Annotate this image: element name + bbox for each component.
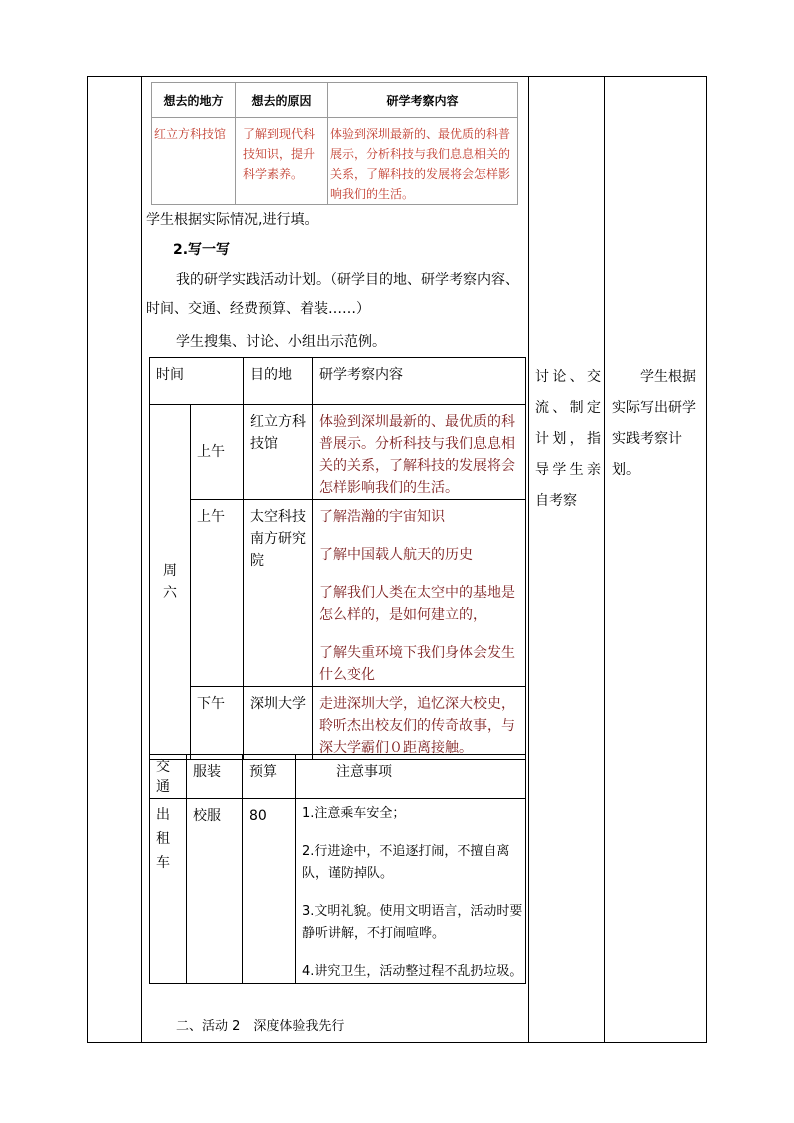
teacher-activity-text: 讨论、交流、制定计划，指导学生亲自考察 <box>535 369 601 509</box>
row2-item: 了解中国载人航天的历史 <box>319 547 473 563</box>
note-item: 4.讲究卫生，活动整过程不乱扔垃圾。 <box>302 964 523 979</box>
notes-list <box>296 799 526 984</box>
cell-content: 体验到深圳最新的、最优质的科普展示，分析科技与我们息息相关的关系，了解科技的发展将会怎样影响我们的生活。 <box>328 118 518 205</box>
frame-col3-line <box>604 76 605 1043</box>
note-item: 1.注意乘车安全； <box>302 806 406 821</box>
collect-line: 学生搜集、讨论、小组出示范例。 <box>176 334 386 350</box>
schedule-day <box>150 405 191 760</box>
fill-instruction: 学生根据实际情况,进行填。 <box>146 212 319 228</box>
row3-content <box>313 687 526 760</box>
schedule-table <box>149 357 526 760</box>
frame-top-line <box>87 76 707 77</box>
transport-table <box>149 754 526 984</box>
row3-dest: 深圳大学 <box>244 687 313 760</box>
student-activity-text: 学生根据实际写出研学实践考察计划。 <box>612 369 696 478</box>
plan-intro-line1: 我的研学实践活动计划。（研学目的地、研学考察内容、 <box>176 272 519 288</box>
note-item: 3.文明礼貌。使用文明语言，活动时要静听讲解，不打闹喧哗。 <box>302 904 523 941</box>
row1-dest: 红立方科技馆 <box>244 405 313 500</box>
section2-title: 2.写一写 <box>173 242 231 258</box>
transport-value <box>150 799 187 984</box>
budget-header: 预算 <box>243 755 296 799</box>
row1-content <box>313 405 526 500</box>
activity2-title: 二、活动 2 深度体验我先行 <box>176 1019 345 1034</box>
row1-period: 上午 <box>191 405 244 500</box>
note-item: 2.行进途中，不追逐打闹，不擅自离队，谨防掉队。 <box>302 844 510 881</box>
row2-period: 上午 <box>191 500 244 687</box>
transport-header-label: 交通 <box>156 759 170 795</box>
row3-period: 下午 <box>191 687 244 760</box>
frame-right-line <box>706 76 707 1043</box>
schedule-header-content: 研学考察内容 <box>313 358 526 405</box>
header-place: 想去的地方 <box>152 83 236 118</box>
row1-item: 体验到深圳最新的、最优质的科普展示。分析科技与我们息息相关的关系，了解科技的发展将会怎样影响我们的生活。 <box>319 414 515 496</box>
clothes-header: 服装 <box>187 755 243 799</box>
schedule-header-time: 时间 <box>150 358 244 405</box>
plan-intro-line2: 时间、交通、经费预算、着装……） <box>146 301 370 317</box>
row2-content <box>313 500 526 687</box>
frame-col2-line <box>528 76 529 1043</box>
destination-table <box>151 82 518 205</box>
row3-item: 走进深圳大学，追忆深大校史，聆听杰出校友们的传奇故事，与深大学霸们０距离接触。 <box>319 696 515 756</box>
frame-left-line <box>87 76 88 1043</box>
row2-dest: 太空科技南方研究院 <box>244 500 313 687</box>
cell-place: 红立方科技馆 <box>152 118 236 205</box>
row2-item: 了解浩瀚的宇宙知识 <box>319 509 445 525</box>
cell-reason: 了解到现代科技知识，提升科学素养。 <box>236 118 328 205</box>
clothes-value: 校服 <box>187 799 243 984</box>
notes-header: 注意事项 <box>296 755 526 799</box>
row2-item: 了解失重环境下我们身体会发生什么变化 <box>319 645 515 683</box>
schedule-day-label: 周六 <box>163 563 177 601</box>
transport-header <box>150 755 187 799</box>
frame-bottom-line <box>87 1042 707 1043</box>
header-content: 研学考察内容 <box>328 83 518 118</box>
row2-item: 了解我们人类在太空中的基地是怎么样的，是如何建立的， <box>319 585 515 623</box>
frame-col1-line <box>141 76 142 1043</box>
schedule-header-dest: 目的地 <box>244 358 313 405</box>
transport-value-label: 出租车 <box>156 807 170 871</box>
header-reason: 想去的原因 <box>236 83 328 118</box>
budget-value: 80 <box>243 799 296 984</box>
